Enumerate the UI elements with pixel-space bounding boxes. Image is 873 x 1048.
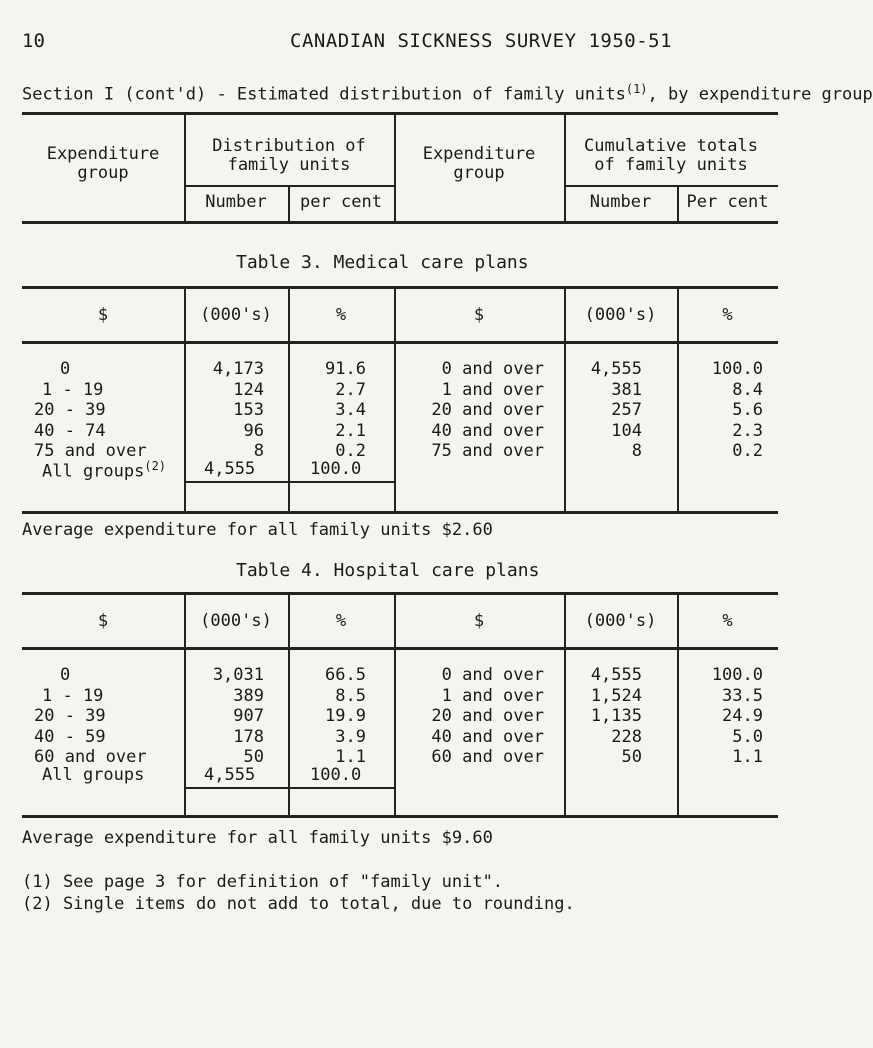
t3-cum-numbers: 4,555 381 257 104 8 bbox=[590, 359, 642, 461]
t3-unit-dollar-cum: $ bbox=[473, 305, 485, 325]
t4-cum-percents: 100.0 33.5 24.9 5.0 1.1 bbox=[711, 665, 763, 767]
page-number: 10 bbox=[22, 30, 45, 52]
t4-unit-dollar: $ bbox=[97, 611, 109, 631]
t3-unit-thousands-cum: (000's) bbox=[584, 305, 657, 325]
t3-total-percent: 100.0 bbox=[310, 459, 362, 479]
header-cum-per-cent: Per cent bbox=[686, 192, 769, 212]
table3 bbox=[22, 286, 778, 514]
table4-title: Table 4. Hospital care plans bbox=[236, 560, 540, 581]
section-footnote-ref: (1) bbox=[625, 82, 648, 96]
t4-unit-thousands: (000's) bbox=[200, 611, 272, 631]
table3-average: Average expenditure for all family units $2.60 bbox=[22, 520, 493, 540]
t4-cum-groups: 0 and over 1 and over 20 and over 40 and over 60 and over bbox=[431, 665, 544, 767]
section-title: Section I (cont'd) - Estimated distribution of family units$^{(1)}$, by expenditure group bbox=[22, 82, 873, 105]
header-cumulative-totals: Cumulative totals of family units bbox=[584, 136, 758, 175]
t3-numbers: 4,173 124 153 96 8 bbox=[212, 359, 264, 461]
t4-total-number: 4,555 bbox=[204, 765, 256, 785]
t3-total-number: 4,555 bbox=[204, 459, 256, 479]
table3-title: Table 3. Medical care plans bbox=[236, 252, 529, 273]
column-header-box bbox=[22, 112, 778, 224]
t4-percents: 66.5 8.5 19.9 3.9 1.1 bbox=[325, 665, 366, 767]
t3-unit-percent: % bbox=[335, 305, 347, 325]
table4-average: Average expenditure for all family units $9.60 bbox=[22, 828, 493, 848]
header-distribution: Distribution of family units bbox=[212, 136, 366, 175]
footnote-1: (1) See page 3 for definition of "family unit". bbox=[22, 872, 504, 892]
footnote-2: (2) Single items do not add to total, due to rounding. bbox=[22, 894, 575, 914]
header-number: Number bbox=[205, 192, 267, 212]
t3-unit-percent-cum: % bbox=[722, 305, 733, 325]
t4-total-label: All groups bbox=[42, 765, 145, 785]
t4-unit-percent: % bbox=[335, 611, 347, 631]
t3-percents: 91.6 2.7 3.4 2.1 0.2 bbox=[325, 359, 366, 461]
t4-unit-thousands-cum: (000's) bbox=[584, 611, 657, 631]
running-title: CANADIAN SICKNESS SURVEY 1950-51 bbox=[290, 30, 673, 52]
header-per-cent: per cent bbox=[300, 192, 382, 212]
t3-groups: 0 1 - 19 20 - 39 40 - 74 75 and over bbox=[34, 359, 147, 461]
header-expenditure-group-cumulative: Expenditure group bbox=[422, 144, 536, 183]
t4-total-percent: 100.0 bbox=[310, 765, 362, 785]
t4-groups: 0 1 - 19 20 - 39 40 - 59 60 and over bbox=[34, 665, 147, 767]
t3-cum-percents: 100.0 8.4 5.6 2.3 0.2 bbox=[711, 359, 763, 461]
t4-unit-dollar-cum: $ bbox=[473, 611, 485, 631]
header-expenditure-group: Expenditure group bbox=[46, 144, 160, 183]
t4-numbers: 3,031 389 907 178 50 bbox=[212, 665, 264, 767]
t3-unit-thousands: (000's) bbox=[200, 305, 272, 325]
t4-cum-numbers: 4,555 1,524 1,135 228 50 bbox=[590, 665, 642, 767]
t3-total-label: All groups$^{(2)}$ bbox=[42, 459, 167, 482]
t4-unit-percent-cum: % bbox=[722, 611, 733, 631]
t3-total-footnote-ref: (2) bbox=[144, 459, 167, 473]
table4 bbox=[22, 592, 778, 818]
header-cum-number: Number bbox=[589, 192, 652, 212]
t3-unit-dollar: $ bbox=[97, 305, 109, 325]
t3-cum-groups: 0 and over 1 and over 20 and over 40 and over 75 and over bbox=[431, 359, 544, 461]
